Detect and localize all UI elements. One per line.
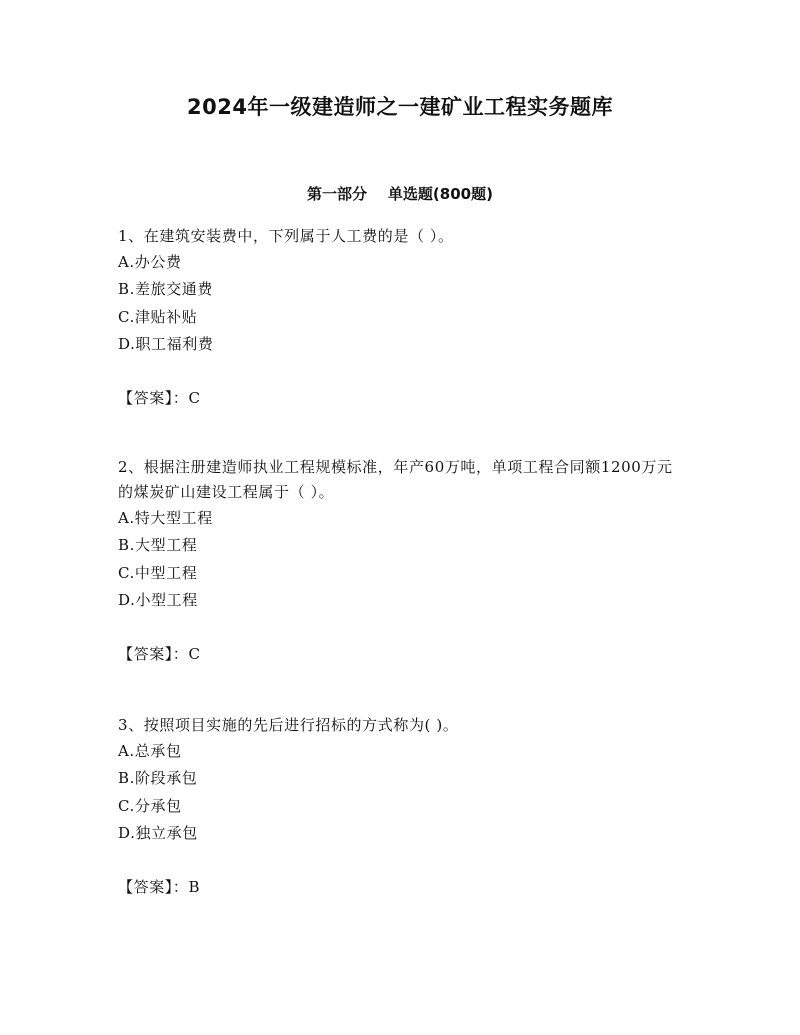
question-3 [118, 713, 688, 899]
option-a: A.总承包 [118, 742, 182, 760]
option-d: D.小型工程 [118, 590, 198, 609]
question-2 [118, 455, 688, 666]
option-b: B.阶段承包 [118, 769, 198, 788]
section-heading: 第一部分 单选题(800题) [307, 185, 493, 203]
option-c: C.中型工程 [118, 563, 198, 582]
option-a: A.特大型工程 [118, 509, 213, 527]
option-d: D.独立承包 [118, 823, 198, 842]
page-title: 2024年一级建造师之一建矿业工程实务题库 [187, 95, 613, 119]
answer-line: 【答案】：C [118, 389, 201, 408]
option-c: C.分承包 [118, 796, 182, 815]
option-b: B.大型工程 [118, 536, 198, 555]
answer-line: 【答案】：C [118, 645, 201, 664]
question-stem: 1、在建筑安装费中，下列属于人工费的是（ ）。 [118, 227, 454, 245]
question-stem: 2、根据注册建造师执业工程规模标准，年产60万吨，单项工程合同额1200万元的煤炭矿山建设工程属于（ ）。 [118, 458, 673, 501]
option-d: D.职工福利费 [118, 334, 214, 353]
question-1 [118, 224, 688, 410]
option-c: C.津贴补贴 [118, 307, 198, 326]
question-stem: 3、按照项目实施的先后进行招标的方式称为( )。 [118, 716, 459, 734]
answer-line: 【答案】：B [118, 878, 201, 897]
option-a: A.办公费 [118, 253, 182, 271]
option-b: B.差旅交通费 [118, 280, 213, 299]
